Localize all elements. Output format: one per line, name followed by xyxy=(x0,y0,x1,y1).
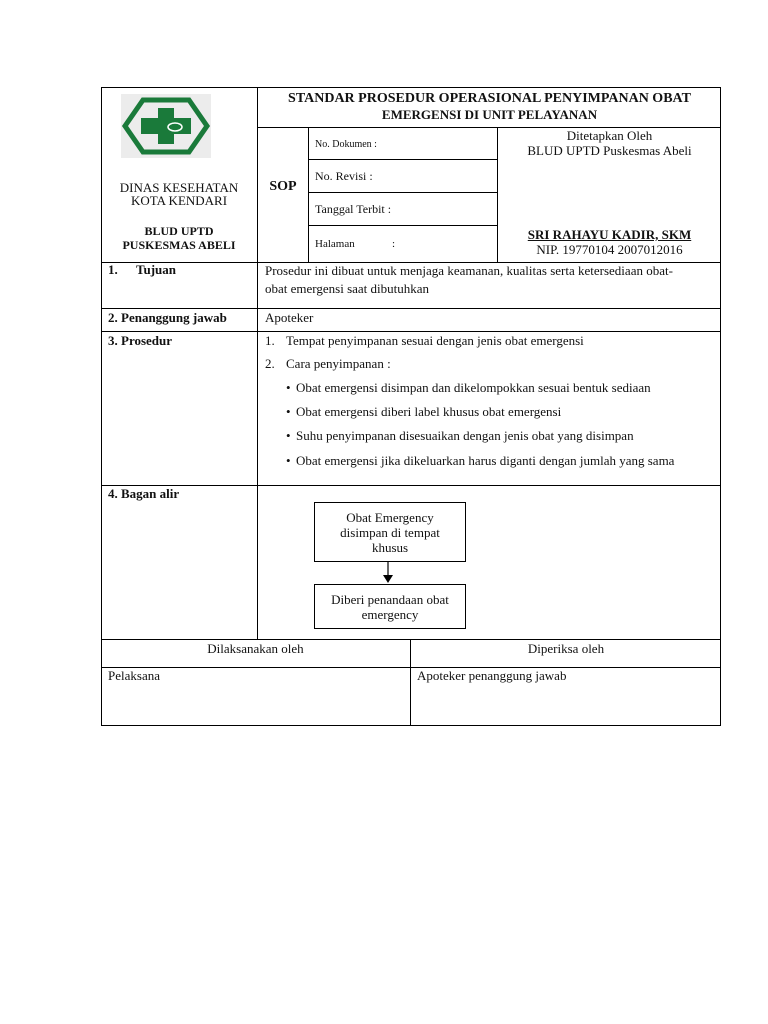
diperiksa-label: Diperiksa oleh xyxy=(527,641,605,656)
flowchart-arrow-icon xyxy=(380,561,396,585)
prosedur-label: 3. Prosedur xyxy=(108,333,173,348)
apoteker-label: Apoteker penanggung jawab xyxy=(417,668,567,683)
bullet-item: Obat emergensi diberi label khusus obat emergensi xyxy=(296,404,562,419)
flowchart-box-storage-line2: disimpan di tempat xyxy=(340,524,440,540)
org-name-line1: DINAS KESEHATAN xyxy=(119,180,239,195)
flowchart-box-label-line1: Diberi penandaan obat xyxy=(331,591,449,607)
logo xyxy=(121,94,211,158)
halaman-colon: : xyxy=(392,238,396,250)
bullet-item: Obat emergensi jika dikeluarkan harus diganti dengan jumlah yang sama xyxy=(296,453,675,468)
tujuan-label: Tujuan xyxy=(136,262,176,277)
bagan-label: 4. Bagan alir xyxy=(108,486,180,501)
flowchart-box-label xyxy=(314,584,466,629)
list-item: Cara penyimpanan : xyxy=(286,356,391,371)
bullet-item: Suhu penyimpanan disesuaikan dengan jenis obat yang disimpan xyxy=(296,428,634,443)
doc-title-line1: STANDAR PROSEDUR OPERASIONAL PENYIMPANAN OBAT xyxy=(288,91,691,106)
org-name-line2: KOTA KENDARI xyxy=(130,193,228,208)
flowchart-box-label-line2: emergency xyxy=(361,606,419,622)
bullet-icon: • xyxy=(286,404,291,419)
unit-name-line2: PUSKESMAS ABELI xyxy=(122,238,236,252)
tujuan-text-line2: obat emergensi saat dibutuhkan xyxy=(265,281,430,296)
list-item-number: 2. xyxy=(265,356,275,371)
unit-name-line1: BLUD UPTD xyxy=(144,224,214,238)
flowchart-box-storage-line3: khusus xyxy=(371,539,409,555)
bullet-item: Obat emergensi disimpan dan dikelompokkan sesuai bentuk sediaan xyxy=(296,380,651,395)
approver-org: BLUD UPTD Puskesmas Abeli xyxy=(527,143,692,158)
bullet-icon: • xyxy=(286,428,291,443)
no-revisi-label: No. Revisi : xyxy=(315,169,373,183)
approver-name: SRI RAHAYU KADIR, SKM xyxy=(527,227,692,242)
penanggung-text: Apoteker xyxy=(265,310,314,325)
halaman-label: Halaman xyxy=(315,238,355,250)
flowchart-box-storage xyxy=(314,502,466,562)
pelaksana-label: Pelaksana xyxy=(108,668,160,683)
dilaksanakan-label: Dilaksanakan oleh xyxy=(207,641,304,656)
no-dokumen-label: No. Dokumen : xyxy=(315,139,377,150)
approved-by-label: Ditetapkan Oleh xyxy=(566,128,653,143)
bullet-icon: • xyxy=(286,380,291,395)
list-item: Tempat penyimpanan sesuai dengan jenis obat emergensi xyxy=(286,333,584,348)
tujuan-number: 1. xyxy=(108,262,118,277)
bullet-icon: • xyxy=(286,453,291,468)
tanggal-terbit-label: Tanggal Terbit : xyxy=(315,202,392,216)
flowchart-box-storage-line1: Obat Emergency xyxy=(346,509,434,525)
penanggung-label: 2. Penanggung jawab xyxy=(108,310,227,325)
doc-title-line2: EMERGENSI DI UNIT PELAYANAN xyxy=(381,107,598,122)
sop-label: SOP xyxy=(269,179,297,194)
puskesmas-logo-icon xyxy=(121,94,211,158)
list-item-number: 1. xyxy=(265,333,275,348)
approver-nip: NIP. 19770104 2007012016 xyxy=(536,242,683,257)
tujuan-text-line1: Prosedur ini dibuat untuk menjaga keamanan, kualitas serta ketersediaan obat- xyxy=(265,263,673,278)
